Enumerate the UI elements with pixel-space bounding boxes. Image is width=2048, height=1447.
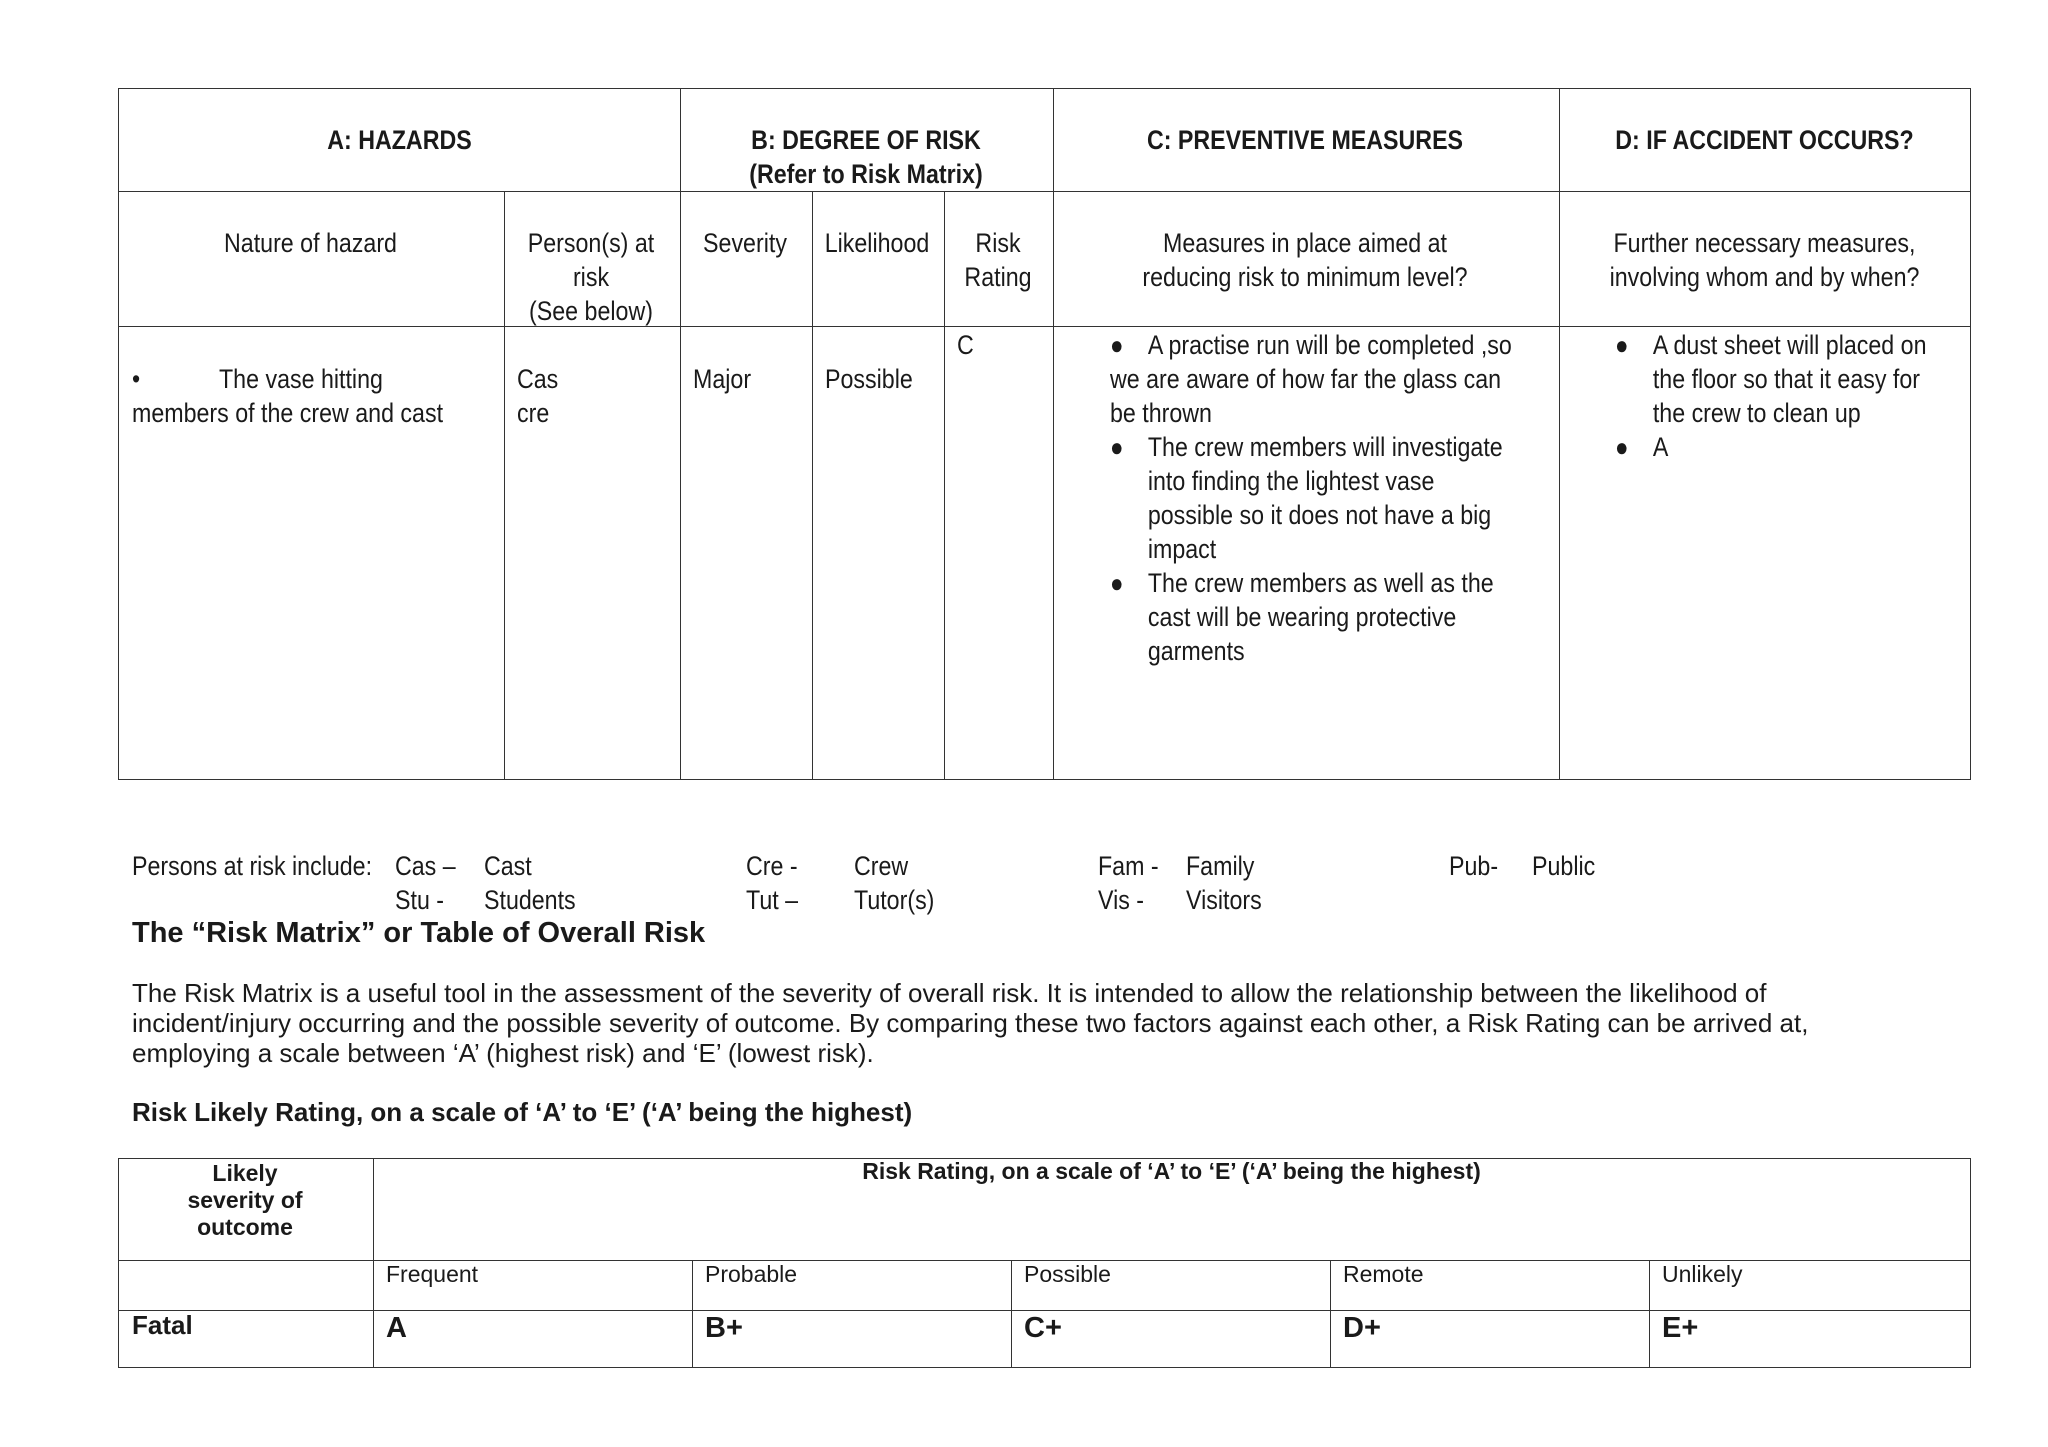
legend-label-tutors: Tutor(s): [854, 885, 935, 915]
matrix-header: Risk Rating, on a scale of ‘A’ to ‘E’ (‘A’ being the highest): [862, 1158, 1481, 1184]
measure-2-line1: The crew members will investigate: [1147, 432, 1503, 462]
legend-code-fam: Fam -: [1098, 851, 1159, 881]
divider: [1330, 1260, 1331, 1367]
measure-2-line2: into finding the lightest vase: [1147, 466, 1435, 496]
legend-label-cast: Cast: [484, 851, 532, 881]
measure-2-line4: impact: [1147, 534, 1217, 564]
list-item: [1110, 328, 1512, 362]
subheader-nature: Nature of hazard: [224, 228, 397, 258]
further-1-line3: the crew to clean up: [1652, 398, 1861, 428]
subheader-persons-line1: Person(s) at: [527, 228, 655, 258]
divider: [119, 1310, 1970, 1311]
divider: [373, 1159, 374, 1367]
divider: [680, 89, 681, 779]
legend-label-crew: Crew: [854, 851, 909, 881]
subheader-persons-line3: (See below): [529, 296, 653, 326]
header-preventive-measures: C: PREVENTIVE MEASURES: [1146, 125, 1464, 155]
divider: [119, 326, 1970, 327]
divider: [504, 191, 505, 779]
risk-likely-rating-heading: Risk Likely Rating, on a scale of ‘A’ to ‘E’ (‘A’ being the highest): [132, 1097, 913, 1127]
legend-code-cre: Cre -: [746, 851, 798, 881]
divider: [1053, 89, 1054, 779]
divider: [692, 1260, 693, 1367]
matrix-corner-line1: Likely: [212, 1160, 278, 1186]
measure-3-line1: The crew members as well as the: [1147, 568, 1494, 598]
header-hazards: A: HAZARDS: [327, 125, 472, 155]
header-if-accident-occurs: D: IF ACCIDENT OCCURS?: [1615, 125, 1914, 155]
hazard-bullet: •: [132, 364, 141, 394]
risk-matrix-title: The “Risk Matrix” or Table of Overall Risk: [132, 917, 706, 949]
rating-fatal-possible: C+: [1024, 1312, 1062, 1344]
likelihood-unlikely: Unlikely: [1662, 1261, 1743, 1287]
preventive-measures-list: [1110, 328, 1512, 668]
risk-rating-value: C: [957, 330, 974, 360]
legend-code-pub: Pub-: [1449, 851, 1499, 881]
legend-label-students: Students: [484, 885, 576, 915]
measure-1-line2: we are aware of how far the glass can: [1110, 364, 1502, 394]
subheader-further-line1: Further necessary measures,: [1613, 228, 1916, 258]
matrix-corner-line3: outcome: [197, 1214, 293, 1240]
matrix-corner-line2: severity of: [187, 1187, 303, 1213]
hazard-description-line1: The vase hitting: [219, 364, 383, 394]
likelihood-frequent: Frequent: [386, 1261, 479, 1287]
severity-fatal: Fatal: [132, 1310, 193, 1340]
rating-fatal-frequent: A: [386, 1312, 407, 1344]
likelihood-value: Possible: [825, 364, 913, 394]
further-1-line2: the floor so that it easy for: [1652, 364, 1921, 394]
rating-fatal-probable: B+: [705, 1312, 743, 1344]
subheader-measures: [1087, 226, 1522, 294]
subheader-severity: Severity: [703, 228, 787, 258]
measure-1-line3: be thrown: [1110, 398, 1212, 428]
further-1-line1: A dust sheet will placed on: [1652, 330, 1927, 360]
divider: [1559, 89, 1560, 779]
subheader-measures-line2: reducing risk to minimum level?: [1142, 262, 1468, 292]
subheader-further-line2: involving whom and by when?: [1609, 262, 1920, 292]
header-degree-note: (Refer to Risk Matrix): [749, 159, 983, 189]
list-item: [1110, 430, 1512, 566]
persons-at-risk-line1: Cas: [517, 364, 559, 394]
measure-1-line1: A practise run will be completed ,so: [1147, 330, 1512, 360]
subheader-risk-rating: [951, 226, 1046, 294]
list-item: [1615, 430, 1926, 464]
legend-code-vis: Vis -: [1098, 885, 1145, 915]
subheader-risk-line1: Risk: [975, 228, 1021, 258]
legend-code-stu: Stu -: [395, 885, 445, 915]
divider: [944, 191, 945, 779]
list-item: [1110, 566, 1512, 668]
subheader-persons-line2: risk: [572, 262, 610, 292]
subheader-persons: [515, 226, 666, 328]
divider: [119, 191, 1970, 192]
bullet-icon: ●: [1615, 330, 1629, 360]
legend-intro: Persons at risk include:: [132, 851, 373, 881]
rating-fatal-unlikely: E+: [1662, 1312, 1699, 1344]
subheader-risk-line2: Rating: [964, 262, 1032, 292]
bullet-icon: ●: [1110, 568, 1124, 598]
severity-value: Major: [693, 364, 752, 394]
list-item: [1615, 328, 1926, 430]
likelihood-possible: Possible: [1024, 1261, 1111, 1287]
likelihood-remote: Remote: [1343, 1261, 1424, 1287]
measure-2-line3: possible so it does not have a big: [1147, 500, 1492, 530]
legend-code-tut: Tut –: [746, 885, 799, 915]
legend-label-family: Family: [1186, 851, 1255, 881]
divider: [1649, 1260, 1650, 1367]
persons-at-risk-line2: cre: [517, 398, 550, 428]
hazard-description-line2: members of the crew and cast: [132, 398, 444, 428]
legend-code-cas: Cas –: [395, 851, 456, 881]
rating-fatal-remote: D+: [1343, 1312, 1381, 1344]
bullet-icon: ●: [1110, 330, 1124, 360]
bullet-icon: ●: [1110, 432, 1124, 462]
subheader-measures-line1: Measures in place aimed at: [1163, 228, 1447, 258]
likelihood-probable: Probable: [705, 1261, 798, 1287]
subheader-likelihood: Likelihood: [824, 228, 930, 258]
matrix-corner-label: [118, 1160, 372, 1241]
risk-matrix-description: The Risk Matrix is a useful tool in the assessment of the severity of overall risk. It is intended to allow the relationship between the likelihood of incident/injury occurring and the possible severity of outcome. By comparing these two factors against each other, a Risk Rating can be arrived at, employing a scale between ‘A’ (highest risk) and ‘E’ (lowest risk).: [132, 978, 1809, 1068]
divider: [812, 191, 813, 779]
subheader-further: [1587, 226, 1942, 294]
measure-3-line3: garments: [1147, 636, 1245, 666]
legend-label-public: Public: [1532, 851, 1596, 881]
divider: [1011, 1260, 1012, 1367]
persons-at-risk: [517, 362, 558, 430]
further-2-line1: A: [1652, 432, 1669, 462]
further-measures-list: [1615, 328, 1926, 464]
header-degree-of-risk: B: DEGREE OF RISK: [751, 125, 981, 155]
measure-3-line2: cast will be wearing protective: [1147, 602, 1457, 632]
legend-label-visitors: Visitors: [1186, 885, 1262, 915]
bullet-icon: ●: [1615, 432, 1629, 462]
